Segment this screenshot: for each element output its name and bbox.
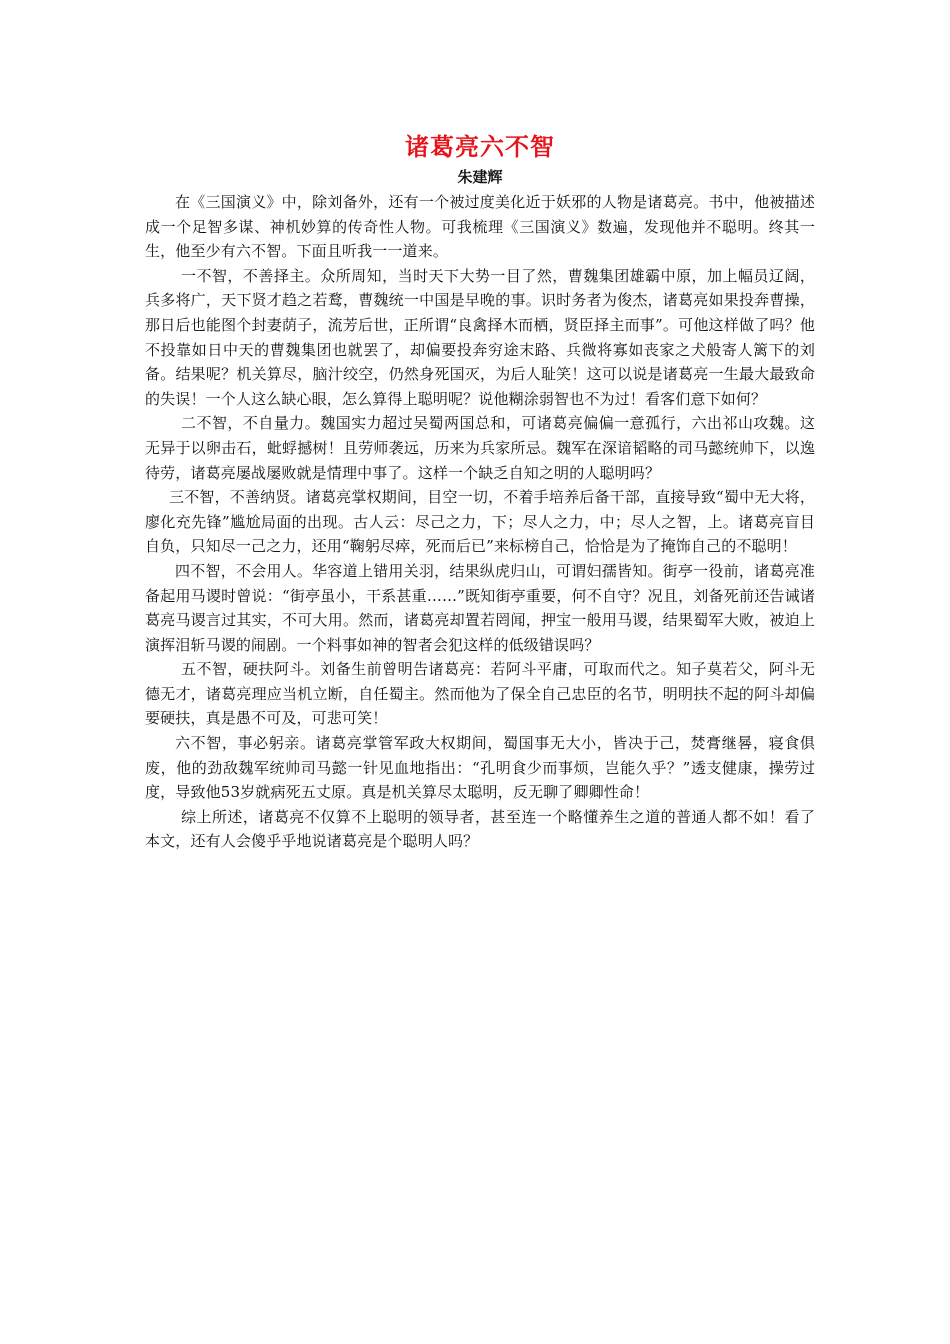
- paragraph-intro: 在《三国演义》中，除刘备外，还有一个被过度美化近于妖邪的人物是诸葛亮。书中，他被描述成一个足智多谋、神机妙算的传奇性人物。可我梳理《三国演义》数遍，发现他并不聪明。终其一生，他至少有六不智。下面且听我一一道来。: [145, 193, 815, 261]
- paragraph-third: 三不智，不善纳贤。诸葛亮掌权期间，目空一切，不着手培养后备干部，直接导致“蜀中无大将，廖化充先锋”尴尬局面的出现。古人云：尽己之力，下；尽人之力，中；尽人之智，上。诸葛亮盲目自负，只知尽一己之力，还用“鞠躬尽瘁，死而后已”来标榜自己，恰恰是为了掩饰自己的不聪明！: [145, 488, 815, 556]
- article-author: 朱建辉: [457, 168, 503, 186]
- paragraph-conclusion: 综上所述，诸葛亮不仅算不上聪明的领导者，甚至连一个略懂养生之道的普通人都不如！看了本文，还有人会傻乎乎地说诸葛亮是个聪明人吗？: [145, 807, 815, 851]
- paragraph-fifth: 五不智，硬扶阿斗。刘备生前曾明告诸葛亮：若阿斗平庸，可取而代之。知子莫若父，阿斗无德无才，诸葛亮理应当机立断，自任蜀主。然而他为了保全自己忠臣的名节，明明扶不起的阿斗却偏要硬扶，真是愚不可及，可悲可笑！: [145, 660, 815, 728]
- article-title: 诸葛亮六不智: [405, 133, 555, 161]
- article-body: [145, 130, 815, 854]
- paragraph-first: 一不智，不善择主。众所周知，当时天下大势一目了然，曹魏集团雄霸中原，加上幅员辽阔，兵多将广，天下贤才趋之若鹜，曹魏统一中国是早晚的事。识时务者为俊杰，诸葛亮如果投奔曹操，那日后也能图个封妻荫子，流芳后世，正所谓“良禽择木而栖，贤臣择主而事”。可他这样做了吗？他不投靠如日中天的曹魏集团也就罢了，却偏要投奔穷途末路、兵微将寡如丧家之犬般寄人篱下的刘备。结果呢？机关算尽，脑汁绞空，仍然身死国灭，为后人耻笑！这可以说是诸葛亮一生最大最致命的失误！一个人这么缺心眼，怎么算得上聪明呢？说他糊涂弱智也不为过！看客们意下如何？: [145, 266, 815, 408]
- paragraph-fourth: 四不智，不会用人。华容道上错用关羽，结果纵虎归山，可谓妇孺皆知。街亭一役前，诸葛亮准备起用马谡时曾说：“街亭虽小，干系甚重……”既知街亭重要，何不自守？况且，刘备死前还告诫诸葛亮马谡言过其实，不可大用。然而，诸葛亮却置若罔闻，押宝一般用马谡，结果蜀军大败，被迫上演挥泪斩马谡的闹剧。一个料事如神的智者会犯这样的低级错误吗？: [145, 561, 815, 654]
- paragraph-second: 二不智，不自量力。魏国实力超过吴蜀两国总和，可诸葛亮偏偏一意孤行，六出祁山攻魏。这无异于以卵击石，蚍蜉撼树！且劳师袭远，历来为兵家所忌。魏军在深谙韬略的司马懿统帅下，以逸待劳，诸葛亮屡战屡败就是情理中事了。这样一个缺乏自知之明的人聪明吗？: [145, 414, 815, 482]
- paragraph-sixth: 六不智，事必躬亲。诸葛亮掌管军政大权期间，蜀国事无大小，皆决于己，焚膏继晷，寝食俱废，他的劲敌魏军统帅司马懿一针见血地指出：“孔明食少而事烦，岂能久乎？”透支健康，操劳过度，导致他53岁就病死五丈原。真是机关算尽太聪明，反无聊了卿卿性命！: [145, 734, 815, 802]
